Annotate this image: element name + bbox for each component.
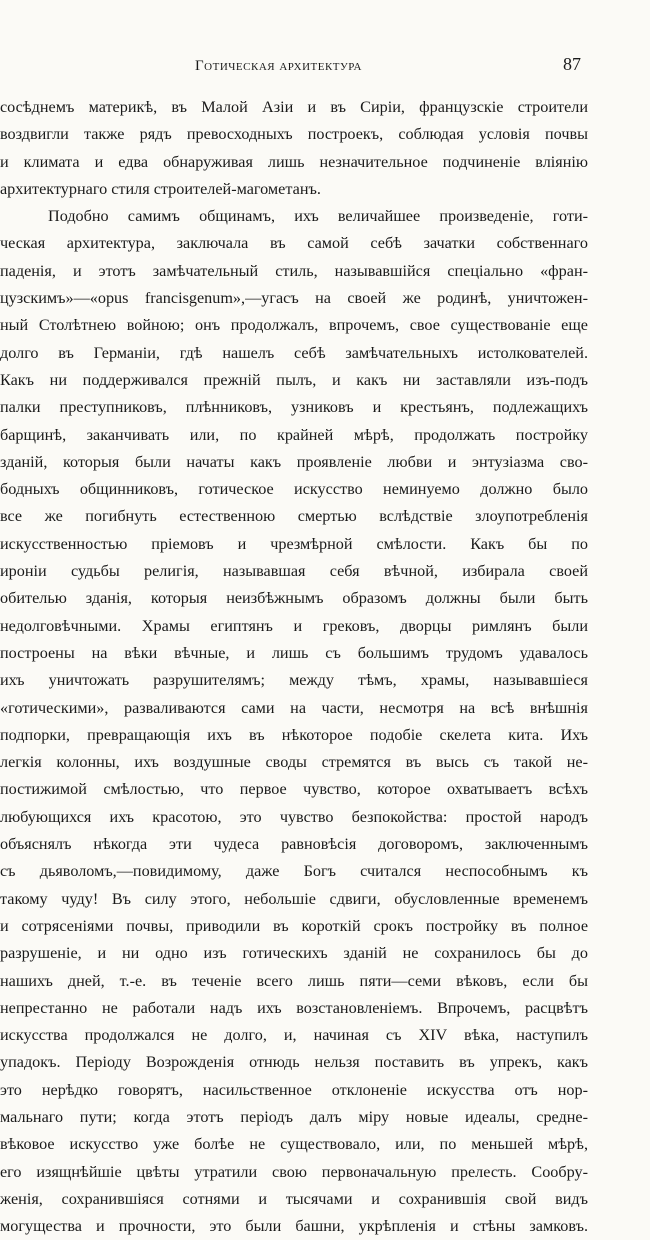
text-line: такому чуду! Въ силу этого, небольшіе сдвиги, обусловленные временемъ (0, 889, 588, 908)
text-line: постижимой смѣлостью, что первое чувство, которое охватываетъ всѣхъ (0, 780, 588, 799)
text-line: вѣковое искусство уже болѣе не существовало, или, по меньшей мѣрѣ, (0, 1135, 588, 1154)
text-line: сосѣднемъ материкѣ, въ Малой Азіи и въ Сиріи, французскіе строители (0, 98, 588, 116)
text-line: Подобно самимъ общинамъ, ихъ величайшее произведеніе, готи- (48, 207, 588, 226)
text-line: мальнаго пути; когда этотъ періодъ далъ міру новые идеалы, средне- (0, 1107, 588, 1126)
text-line: архитектурнаго стиля строителей-магометанъ. (0, 179, 321, 198)
text-line: легкія колонны, ихъ воздушные своды стремятся въ высь съ такой не- (0, 753, 588, 772)
text-line: ихъ уничтожать разрушителямъ; между тѣмъ, храмы, называвшіеся (0, 671, 588, 690)
text-line: упадокъ. Періоду Возрожденія отнюдь нельзя поставить въ упрекъ, какъ (0, 1053, 588, 1072)
text-line: паденія, и этотъ замѣчательный стиль, называвшійся спеціально «фран- (0, 261, 588, 280)
text-line: Какъ ни поддерживался прежній пылъ, и какъ ни заставляли изъ-подъ (0, 370, 588, 389)
running-head: Готическая архитектура (195, 58, 362, 74)
text-line: зданій, которыя были начаты какъ проявленіе любви и энтузіазма сво- (0, 452, 588, 471)
text-line: все же погибнуть естественною смертью вслѣдствіе злоупотребленія (0, 507, 588, 526)
text-line: съ дьяволомъ,—повидимому, даже Богъ считался неспособнымъ къ (0, 862, 588, 881)
text-line: разрушеніе, и ни одно изъ готическихъ зданій не сохранилось бы до (0, 944, 588, 963)
text-line: воздвигли также рядъ превосходныхъ построекъ, соблюдая условія почвы (0, 125, 588, 144)
text-line: палки преступниковъ, плѣнниковъ, узниковъ и крестьянъ, подлежащихъ (0, 398, 588, 417)
text-line: барщинѣ, заканчивать или, по крайней мѣрѣ, продолжать постройку (0, 425, 588, 444)
text-line: подпорки, превращающія ихъ въ нѣкоторое подобіе скелета кита. Ихъ (0, 725, 588, 744)
text-line: искусственностью пріемовъ и чрезмѣрной смѣлости. Какъ бы по (0, 534, 588, 553)
text-line: любующихся ихъ красотою, это чувство безпокойства: простой народъ (0, 807, 588, 826)
text-line: и климата и едва обнаруживая лишь незначительное подчиненіе вліянію (0, 152, 588, 171)
text-line: женія, сохранившіяся сотнями и тысячами и сохранившія свой видъ (0, 1189, 588, 1208)
text-line: цузскимъ»—«opus francisgenum»,—угасъ на своей же родинѣ, уничтожен- (0, 289, 588, 308)
text-line: ный Столѣтнею войною; онъ продолжалъ, впрочемъ, свое существованіе еще (0, 316, 588, 335)
page-number: 87 (563, 54, 581, 74)
text-line: объяснялъ нѣкогда эти чудеса равновѣсія договоромъ, заключеннымъ (0, 835, 588, 854)
text-line: нашихъ дней, т.-е. въ теченіе всего лишь пяти—семи вѣковъ, если бы (0, 971, 588, 990)
text-line: построены на вѣки вѣчные, и лишь съ большимъ трудомъ удавалось (0, 643, 588, 662)
page-header (0, 54, 650, 82)
text-line: недолговѣчными. Храмы египтянъ и грековъ, дворцы римлянъ были (0, 616, 588, 635)
text-line: «готическими», разваливаются сами на части, несмотря на всѣ внѣшнія (0, 698, 588, 717)
text-line: бодныхъ общинниковъ, готическое искусство неминуемо должно было (0, 480, 588, 499)
text-line: могущества и прочности, это были башни, укрѣпленія и стѣны замковъ. (0, 1217, 588, 1236)
text-line: ческая архитектура, заключала въ самой себѣ зачатки собственнаго (0, 234, 588, 253)
body-text (0, 94, 588, 1240)
text-line: ироніи судьбы религія, называвшая себя вѣчной, избирала своей (0, 562, 588, 581)
text-line: долго въ Германіи, гдѣ нашелъ себѣ замѣчательныхъ истолкователей. (0, 343, 588, 362)
text-line: непрестанно не работали надъ ихъ возстановленіемъ. Впрочемъ, расцвѣтъ (0, 998, 588, 1017)
text-line: обителью зданія, которыя неизбѣжнымъ образомъ должны были быть (0, 589, 588, 608)
text-line: его изящнѣйшіе цвѣты утратили свою первоначальную прелесть. Сообру- (0, 1162, 588, 1181)
text-line: это нерѣдко говорятъ, насильственное отклоненіе искусства отъ нор- (0, 1080, 588, 1099)
text-line: и сотрясеніями почвы, приводили въ короткій срокъ постройку въ полное (0, 916, 588, 935)
text-line: искусства продолжался не долго, и, начиная съ XIV вѣка, наступилъ (0, 1026, 588, 1045)
